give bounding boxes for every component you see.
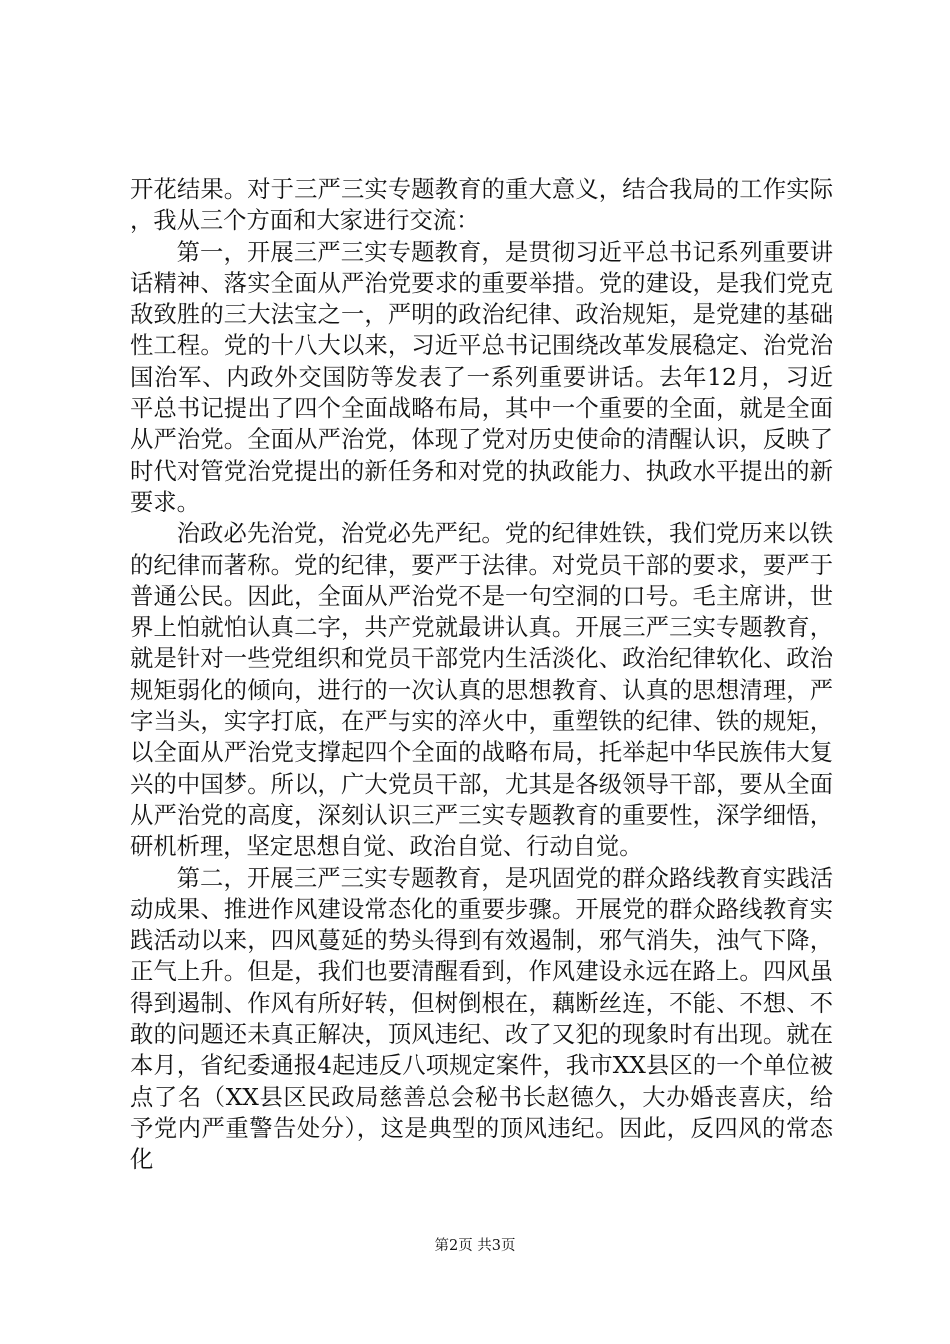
paragraph-2: 第一，开展三严三实专题教育，是贯彻习近平总书记系列重要讲话精神、落实全面从严治党要求的重要举措。党的建设，是我们党克敌致胜的三大法宝之一，严明的政治纪律、政治规矩，是党建的基础性工程。党的十八大以来，习近平总书记围绕改革发展稳定、治党治国治军、内政外交国防等发表了一系列重要讲话。去年12月，习近平总书记提出了四个全面战略布局，其中一个重要的全面，就是全面从严治党。全面从严治党，体现了党对历史使命的清醒认识，反映了时代对管党治党提出的新任务和对党的执政能力、执政水平提出的新要求。	[130, 238, 833, 516]
paragraph-3: 治政必先治党，治党必先严纪。党的纪律姓铁，我们党历来以铁的纪律而著称。党的纪律，要严于法律。对党员干部的要求，要严于普通公民。因此，全面从严治党不是一句空洞的口号。毛主席讲，世界上怕就怕认真二字，共产党就最讲认真。开展三严三实专题教育，就是针对一些党组织和党员干部党内生活淡化、政治纪律软化、政治规矩弱化的倾向，进行的一次认真的思想教育、认真的思想清理，严字当头，实字打底，在严与实的淬火中，重塑铁的纪律、铁的规矩，以全面从严治党支撑起四个全面的战略布局，托举起中华民族伟大复兴的中国梦。所以，广大党员干部，尤其是各级领导干部，要从全面从严治党的高度，深刻认识三严三实专题教育的重要性，深学细悟，研机析理，坚定思想自觉、政治自觉、行动自觉。	[130, 520, 833, 861]
paragraph-1: 开花结果。对于三严三实专题教育的重大意义，结合我局的工作实际，我从三个方面和大家进行交流：	[130, 176, 833, 235]
page-number-label: 第2页 共3页	[434, 1238, 516, 1254]
page-footer	[0, 1237, 950, 1255]
paragraph-4: 第二，开展三严三实专题教育，是巩固党的群众路线教育实践活动成果、推进作风建设常态化的重要步骤。开展党的群众路线教育实践活动以来，四风蔓延的势头得到有效遏制，邪气消失，浊气下降，正气上升。但是，我们也要清醒看到，作风建设永远在路上。四风虽得到遏制、作风有所好转，但树倒根在，藕断丝连，不能、不想、不敢的问题还未真正解决，顶风违纪、改了又犯的现象时有出现。就在本月，省纪委通报4起违反八项规定案件，我市XX县区的一个单位被点了名（XX县区民政局慈善总会秘书长赵德久，大办婚丧喜庆，给予党内严重警告处分），这是典型的顶风违纪。因此，反四风的常态化	[130, 864, 833, 1174]
document-body	[130, 174, 833, 1176]
